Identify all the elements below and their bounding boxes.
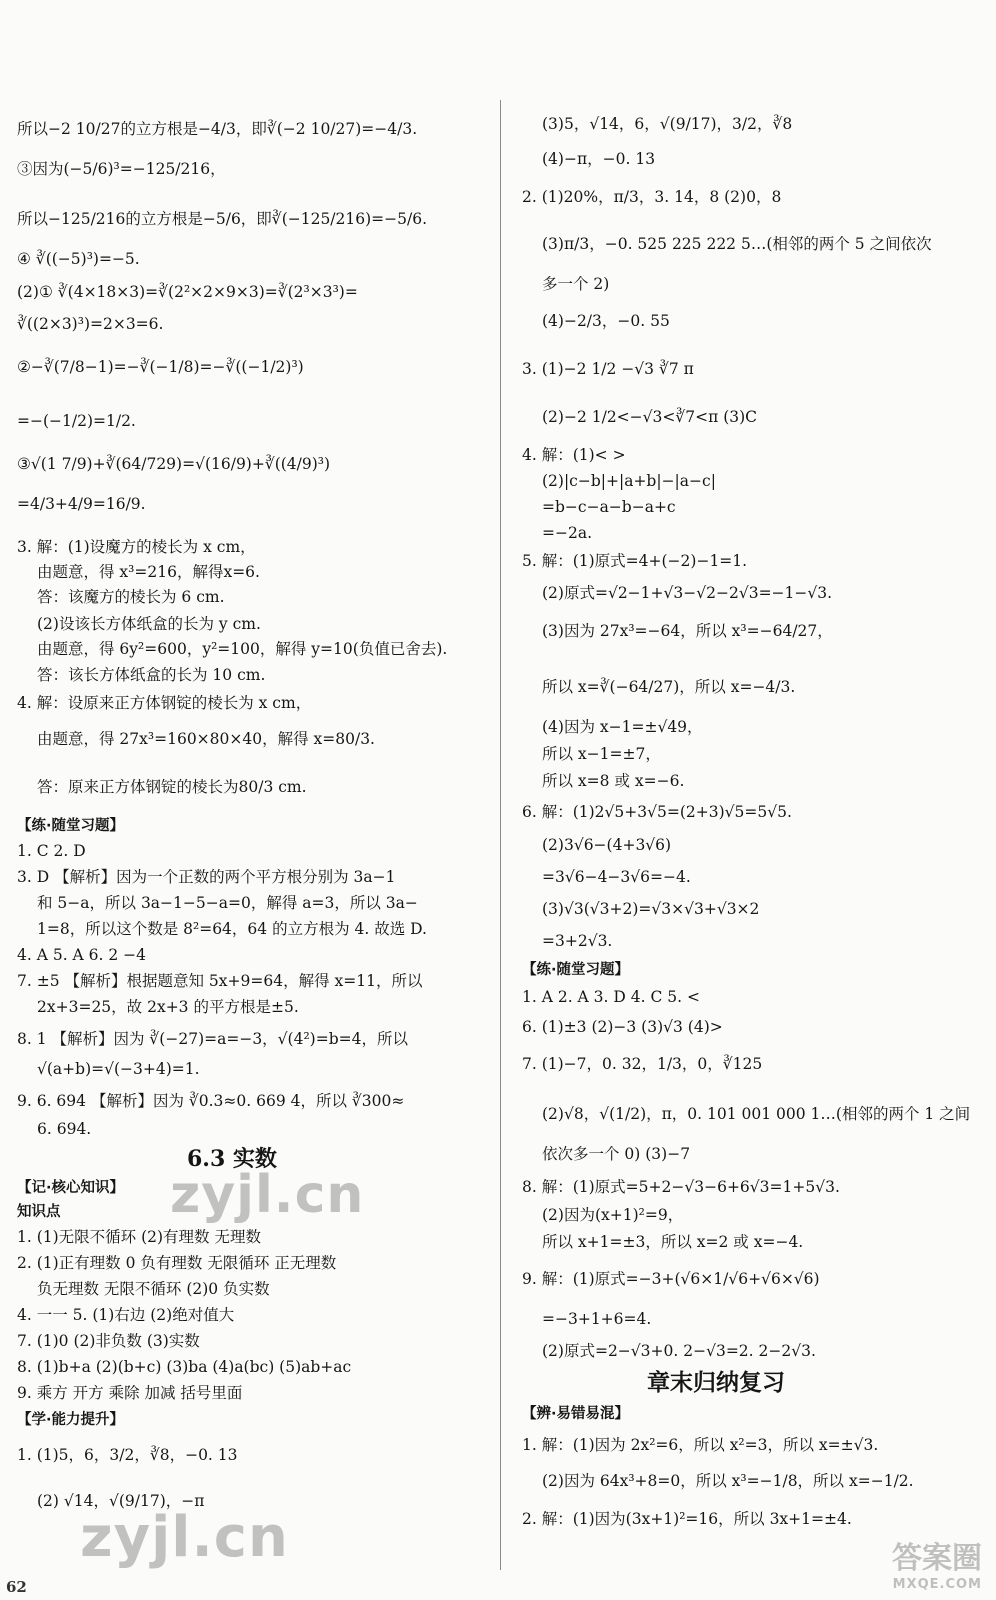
left-line-37: 4. 一一 5. (1)右边 (2)绝对值大 bbox=[17, 1306, 235, 1324]
left-line-4: (2)① ∛(4×18×3)=∛(2²×2×9×3)=∛(2³×3³)= bbox=[17, 283, 358, 301]
right-line-11: =−2a. bbox=[542, 524, 593, 542]
right-line-36: 章末归纳复习 bbox=[647, 1370, 785, 1396]
right-line-34: =−3+1+6=4. bbox=[542, 1310, 652, 1328]
right-line-27: 7. (1)−7，0. 32，1/3，0，∛125 bbox=[522, 1055, 763, 1073]
left-line-27: 8. 1 【解析】因为 ∛(−27)=a=−3，√(4²)=b=4，所以 bbox=[17, 1030, 408, 1048]
right-line-7: (2)−2 1/2<−√3<∛7<π (3)C bbox=[542, 408, 758, 426]
left-line-25: 7. ±5 【解析】根据题意知 5x+9=64，解得 x=11，所以 bbox=[17, 972, 423, 990]
left-line-33: 知识点 bbox=[17, 1204, 61, 1220]
right-line-35: (2)原式=2−√3+0. 2−√3=2. 2−2√3. bbox=[542, 1342, 816, 1360]
left-line-41: 【学·能力提升】 bbox=[17, 1412, 125, 1428]
column-divider bbox=[500, 100, 501, 1570]
right-line-22: (3)√3(√3+2)=√3×√3+√3×2 bbox=[542, 900, 760, 918]
right-line-19: 6. 解：(1)2√5+3√5=(2+3)√5=5√5. bbox=[522, 803, 792, 821]
left-line-31: 6.3 实数 bbox=[187, 1146, 277, 1172]
left-line-22: 和 5−a，所以 3a−1−5−a=0，解得 a=3，所以 3a− bbox=[37, 894, 418, 912]
right-line-10: =b−c−a−b−a+c bbox=[542, 498, 676, 516]
right-line-21: =3√6−4−3√6=−4. bbox=[542, 868, 691, 886]
left-line-6: ②−∛(7/8−1)=−∛(−1/8)=−∛((−1/2)³) bbox=[17, 358, 304, 376]
right-line-8: 4. 解：(1)< > bbox=[522, 446, 626, 464]
right-line-28: (2)√8，√(1/2)，π，0. 101 001 000 1…(相邻的两个 1 之间 bbox=[542, 1105, 971, 1123]
left-line-28: √(a+b)=√(−3+4)=1. bbox=[37, 1060, 200, 1078]
left-line-43: (2) √14，√(9/17)，−π bbox=[37, 1492, 205, 1510]
left-line-17: 由题意，得 27x³=160×80×40，解得 x=80/3. bbox=[37, 730, 375, 748]
right-line-32: 所以 x+1=±3，所以 x=2 或 x=−4. bbox=[542, 1233, 804, 1251]
right-line-0: (3)5，√14，6，√(9/17)，3/2，∛8 bbox=[542, 115, 793, 133]
left-line-0: 所以−2 10/27的立方根是−4/3，即∛(−2 10/27)=−4/3. bbox=[17, 120, 418, 138]
logo-url: MXQE.COM bbox=[892, 1577, 982, 1592]
left-line-11: 由题意，得 x³=216，解得x=6. bbox=[37, 563, 260, 581]
left-line-30: 6. 694. bbox=[37, 1120, 92, 1138]
left-line-40: 9. 乘方 开方 乘除 加减 括号里面 bbox=[17, 1384, 243, 1402]
left-line-36: 负无理数 无限不循环 (2)0 负实数 bbox=[37, 1280, 270, 1298]
left-line-24: 4. A 5. A 6. 2 −4 bbox=[17, 946, 147, 964]
right-line-29: 依次多一个 0) (3)−7 bbox=[542, 1145, 691, 1163]
right-line-5: (4)−2/3，−0. 55 bbox=[542, 312, 670, 330]
left-line-13: (2)设该长方体纸盒的长为 y cm. bbox=[37, 615, 261, 633]
right-line-37: 【辨·易错易混】 bbox=[522, 1406, 630, 1422]
right-line-13: (2)原式=√2−1+√3−√2−2√3=−1−√3. bbox=[542, 584, 833, 602]
left-line-35: 2. (1)正有理数 0 负有理数 无限循环 正无理数 bbox=[17, 1254, 337, 1272]
left-line-18: 答：原来正方体钢锭的棱长为80/3 cm. bbox=[37, 778, 307, 796]
left-line-34: 1. (1)无限不循环 (2)有理数 无理数 bbox=[17, 1228, 261, 1246]
page-number: 62 bbox=[6, 1578, 27, 1596]
right-line-23: =3+2√3. bbox=[542, 932, 613, 950]
left-line-5: ∛((2×3)³)=2×3=6. bbox=[17, 315, 164, 333]
left-line-14: 由题意，得 6y²=600，y²=100，解得 y=10(负值已舍去). bbox=[37, 640, 448, 658]
left-line-19: 【练·随堂习题】 bbox=[17, 818, 125, 834]
right-line-18: 所以 x=8 或 x=−6. bbox=[542, 772, 685, 790]
right-line-1: (4)−π，−0. 13 bbox=[542, 150, 656, 168]
left-line-9: =4/3+4/9=16/9. bbox=[17, 495, 146, 513]
right-line-17: 所以 x−1=±7， bbox=[542, 745, 661, 763]
right-line-9: (2)|c−b|+|a+b|−|a−c| bbox=[542, 472, 716, 490]
right-line-25: 1. A 2. A 3. D 4. C 5. < bbox=[522, 988, 700, 1006]
right-line-38: 1. 解：(1)因为 2x²=6，所以 x²=3，所以 x=±√3. bbox=[522, 1436, 879, 1454]
right-line-16: (4)因为 x−1=±√49， bbox=[542, 718, 703, 736]
left-line-32: 【记·核心知识】 bbox=[17, 1180, 125, 1196]
right-line-4: 多一个 2) bbox=[542, 275, 610, 293]
left-line-23: 1=8，所以这个数是 8²=64，64 的立方根为 4. 故选 D. bbox=[37, 920, 427, 938]
right-line-31: (2)因为(x+1)²=9， bbox=[542, 1206, 684, 1224]
logo-text: 答案圈 bbox=[892, 1541, 982, 1576]
left-line-12: 答：该魔方的棱长为 6 cm. bbox=[37, 588, 225, 606]
right-line-30: 8. 解：(1)原式=5+2−√3−6+6√3=1+5√3. bbox=[522, 1178, 840, 1196]
right-line-2: 2. (1)20%，π/3，3. 14，8 (2)0，8 bbox=[522, 188, 782, 206]
right-line-6: 3. (1)−2 1/2 −√3 ∛7 π bbox=[522, 360, 694, 378]
logo-watermark bbox=[892, 1533, 982, 1592]
right-line-24: 【练·随堂习题】 bbox=[522, 962, 630, 978]
right-line-12: 5. 解：(1)原式=4+(−2)−1=1. bbox=[522, 552, 748, 570]
left-line-38: 7. (1)0 (2)非负数 (3)实数 bbox=[17, 1332, 200, 1350]
right-line-40: 2. 解：(1)因为(3x+1)²=16，所以 3x+1=±4. bbox=[522, 1510, 852, 1528]
right-line-14: (3)因为 27x³=−64，所以 x³=−64/27， bbox=[542, 622, 833, 640]
left-line-39: 8. (1)b+a (2)(b+c) (3)ba (4)a(bc) (5)ab+ac bbox=[17, 1358, 352, 1376]
left-line-8: ③√(1 7/9)+∛(64/729)=√(16/9)+∛((4/9)³) bbox=[17, 455, 331, 473]
right-line-39: (2)因为 64x³+8=0，所以 x³=−1/8，所以 x=−1/2. bbox=[542, 1472, 914, 1490]
watermark-2: zyjl.cn bbox=[80, 1505, 289, 1570]
right-line-20: (2)3√6−(4+3√6) bbox=[542, 836, 672, 854]
right-line-26: 6. (1)±3 (2)−3 (3)√3 (4)> bbox=[522, 1018, 723, 1036]
left-line-7: =−(−1/2)=1/2. bbox=[17, 412, 136, 430]
watermark-1: zyjl.cn bbox=[170, 1165, 365, 1225]
right-line-15: 所以 x=∛(−64/27)，所以 x=−4/3. bbox=[542, 678, 796, 696]
left-line-15: 答：该长方体纸盒的长为 10 cm. bbox=[37, 666, 266, 684]
right-line-33: 9. 解：(1)原式=−3+(√6×1/√6+√6×√6) bbox=[522, 1270, 820, 1288]
left-line-26: 2x+3=25，故 2x+3 的平方根是±5. bbox=[37, 998, 299, 1016]
left-line-16: 4. 解：设原来正方体钢锭的棱长为 x cm， bbox=[17, 694, 312, 712]
left-line-10: 3. 解：(1)设魔方的棱长为 x cm， bbox=[17, 538, 256, 556]
left-line-1: ③因为(−5/6)³=−125/216， bbox=[17, 160, 226, 178]
left-line-3: ④ ∛((−5)³)=−5. bbox=[17, 250, 140, 268]
left-line-2: 所以−125/216的立方根是−5/6，即∛(−125/216)=−5/6. bbox=[17, 210, 428, 228]
left-line-21: 3. D 【解析】因为一个正数的两个平方根分别为 3a−1 bbox=[17, 868, 396, 886]
left-line-29: 9. 6. 694 【解析】因为 ∛0.3≈0. 669 4，所以 ∛300≈ bbox=[17, 1092, 405, 1110]
left-line-20: 1. C 2. D bbox=[17, 842, 86, 860]
right-line-3: (3)π/3，−0. 525 225 222 5…(相邻的两个 5 之间依次 bbox=[542, 235, 932, 253]
left-line-42: 1. (1)5，6，3/2，∛8，−0. 13 bbox=[17, 1446, 238, 1464]
